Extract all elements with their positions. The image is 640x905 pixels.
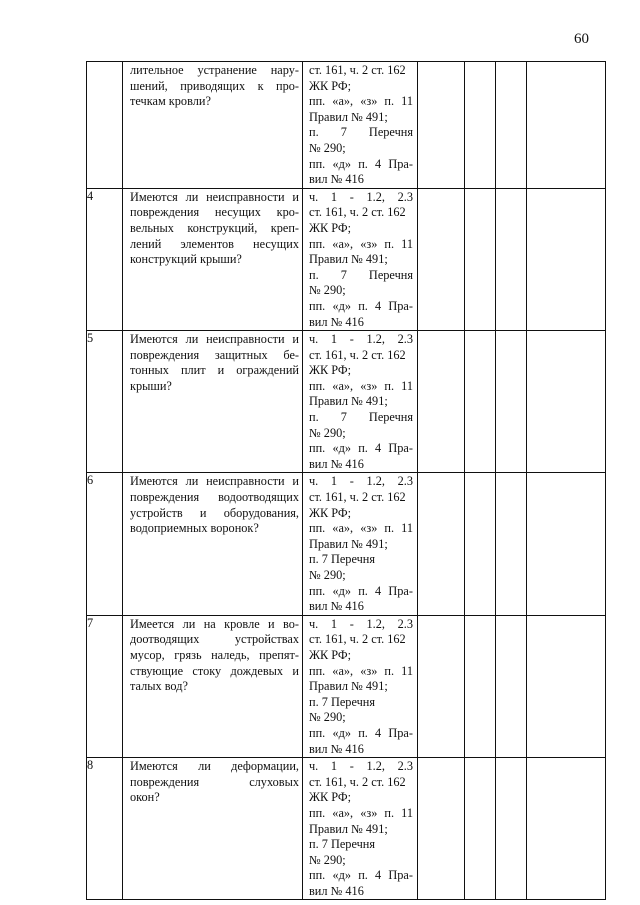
legal-reference-line: № 290; [309, 852, 346, 867]
table-row [87, 615, 606, 757]
legal-reference-cell [303, 62, 418, 189]
legal-reference-line: вил № 416 [309, 883, 364, 898]
item-number-cell [87, 62, 123, 189]
answer-na-cell [496, 188, 527, 330]
legal-reference-line: п. 7 Перечня [309, 837, 376, 852]
legal-reference-cell [303, 188, 418, 330]
legal-reference-line: Правил № 491; [309, 821, 388, 836]
question-line: Имеется ли на кровле и во- [130, 616, 299, 631]
legal-reference-line: вил № 416 [309, 599, 364, 614]
question-line: течкам кровли? [130, 94, 211, 109]
legal-reference-line: ст. 161, ч. 2 ст. 162 [309, 347, 406, 362]
note-cell [527, 615, 606, 757]
legal-reference-line: ЖК РФ; [309, 790, 352, 805]
checklist-table-body [87, 62, 606, 900]
question-line: водоприемных воронок? [130, 521, 259, 536]
question-cell [123, 473, 303, 615]
note-cell [527, 331, 606, 473]
question-cell [123, 188, 303, 330]
answer-yes-cell [418, 615, 465, 757]
answer-no-cell [465, 615, 496, 757]
question-cell [123, 331, 303, 473]
page-number: 60 [574, 31, 589, 47]
question-line: Имеются ли неисправности и [130, 189, 299, 204]
table-row [87, 758, 606, 900]
legal-reference-line: пп. «а», «з» п. 11 [309, 805, 413, 820]
legal-reference-line: № 290; [309, 425, 346, 440]
legal-reference-line: ст. 161, ч. 2 ст. 162 [309, 632, 406, 647]
question-cell [123, 62, 303, 189]
answer-na-cell [496, 331, 527, 473]
question-line: талых вод? [130, 679, 188, 694]
item-number-cell: 7 [87, 615, 123, 757]
legal-reference-line: Правил № 491; [309, 679, 388, 694]
legal-reference-line: пп. «а», «з» п. 11 [309, 521, 413, 536]
legal-reference-line: пп. «д» п. 4 Пра- [309, 583, 413, 598]
answer-no-cell [465, 331, 496, 473]
question-line: Имеются ли неисправности и [130, 332, 299, 347]
legal-reference-line: ч. 1 - 1.2, 2.3 [309, 189, 413, 204]
legal-reference-line: ЖК РФ; [309, 78, 352, 93]
answer-na-cell [496, 473, 527, 615]
legal-reference-line: вил № 416 [309, 741, 364, 756]
legal-reference-line: № 290; [309, 283, 346, 298]
legal-reference-line: пп. «а», «з» п. 11 [309, 378, 413, 393]
legal-reference-line: ст. 161, ч. 2 ст. 162 [309, 774, 406, 789]
answer-na-cell [496, 615, 527, 757]
question-line: повреждения несущих кро- [130, 205, 299, 220]
legal-reference-line: ч. 1 - 1.2, 2.3 [309, 616, 413, 631]
answer-no-cell [465, 188, 496, 330]
question-line: тонных плит и ограждений [130, 363, 299, 378]
legal-reference-line: пп. «д» п. 4 Пра- [309, 868, 413, 883]
question-line: лительное устранение нару- [130, 63, 299, 77]
note-cell [527, 188, 606, 330]
legal-reference-line: пп. «а», «з» п. 11 [309, 663, 413, 678]
legal-reference-line: вил № 416 [309, 456, 364, 471]
answer-yes-cell [418, 62, 465, 189]
legal-reference-line: ст. 161, ч. 2 ст. 162 [309, 205, 406, 220]
item-number-cell: 8 [87, 758, 123, 900]
legal-reference-line: Правил № 491; [309, 394, 388, 409]
question-line: повреждения защитных бе- [130, 347, 299, 362]
legal-reference-line: пп. «д» п. 4 Пра- [309, 156, 413, 171]
table-row [87, 473, 606, 615]
answer-no-cell [465, 758, 496, 900]
table-row [87, 62, 606, 189]
legal-reference-line: № 290; [309, 710, 346, 725]
note-cell [527, 758, 606, 900]
legal-reference-line: Правил № 491; [309, 109, 388, 124]
legal-reference-line: вил № 416 [309, 172, 364, 187]
answer-yes-cell [418, 331, 465, 473]
question-line: мусор, грязь наледь, препят- [130, 647, 299, 662]
legal-reference-line: пп. «а», «з» п. 11 [309, 236, 413, 251]
question-line: Имеются ли деформации, [130, 759, 299, 774]
legal-reference-line: ст. 161, ч. 2 ст. 162 [309, 490, 406, 505]
item-number-cell: 4 [87, 188, 123, 330]
legal-reference-cell [303, 331, 418, 473]
legal-reference-line: п. 7 Перечня [309, 267, 413, 282]
question-line: повреждения водоотводящих [130, 490, 299, 505]
answer-no-cell [465, 473, 496, 615]
item-number-cell: 6 [87, 473, 123, 615]
table-row [87, 331, 606, 473]
question-line: крыши? [130, 378, 172, 393]
legal-reference-line: № 290; [309, 568, 346, 582]
checklist-table [86, 61, 606, 900]
legal-reference-cell [303, 615, 418, 757]
legal-reference-line: пп. «д» п. 4 Пра- [309, 441, 413, 456]
answer-yes-cell [418, 188, 465, 330]
question-cell [123, 615, 303, 757]
legal-reference-line: ЖК РФ; [309, 505, 352, 520]
question-line: повреждения слуховых [130, 774, 299, 789]
question-cell [123, 758, 303, 900]
answer-na-cell [496, 62, 527, 189]
question-line: конструкций крыши? [130, 252, 242, 267]
legal-reference-line: пп. «д» п. 4 Пра- [309, 298, 413, 313]
legal-reference-line: Правил № 491; [309, 252, 388, 267]
note-cell [527, 62, 606, 189]
legal-reference-line: ст. 161, ч. 2 ст. 162 [309, 63, 406, 77]
legal-reference-line: ч. 1 - 1.2, 2.3 [309, 474, 413, 489]
question-line: шений, приводящих к про- [130, 78, 299, 93]
legal-reference-line: ч. 1 - 1.2, 2.3 [309, 332, 413, 347]
answer-yes-cell [418, 758, 465, 900]
legal-reference-line: Правил № 491; [309, 536, 388, 551]
question-line: Имеются ли неисправности и [130, 474, 299, 489]
question-line: лений элементов несущих [130, 236, 299, 251]
legal-reference-line: вил № 416 [309, 314, 364, 329]
answer-no-cell [465, 62, 496, 189]
note-cell [527, 473, 606, 615]
question-line: вельных конструкций, креп- [130, 220, 299, 235]
legal-reference-line: пп. «д» п. 4 Пра- [309, 725, 413, 740]
item-number-cell: 5 [87, 331, 123, 473]
question-line: устройств и оборудования, [130, 505, 299, 520]
legal-reference-line: ЖК РФ; [309, 363, 352, 378]
legal-reference-cell [303, 758, 418, 900]
legal-reference-line: пп. «а», «з» п. 11 [309, 94, 413, 109]
question-line: окон? [130, 790, 160, 805]
legal-reference-cell [303, 473, 418, 615]
legal-reference-line: п. 7 Перечня [309, 125, 413, 140]
question-line: доотводящих устройствах [130, 632, 299, 647]
legal-reference-line: ч. 1 - 1.2, 2.3 [309, 759, 413, 774]
table-row [87, 188, 606, 330]
question-line: ствующие стоку дождевых и [130, 663, 299, 678]
legal-reference-line: ЖК РФ; [309, 647, 352, 662]
legal-reference-line: п. 7 Перечня [309, 552, 376, 567]
legal-reference-line: ЖК РФ; [309, 220, 352, 235]
answer-yes-cell [418, 473, 465, 615]
answer-na-cell [496, 758, 527, 900]
legal-reference-line: п. 7 Перечня [309, 410, 413, 425]
legal-reference-line: п. 7 Перечня [309, 694, 376, 709]
legal-reference-line: № 290; [309, 140, 346, 155]
